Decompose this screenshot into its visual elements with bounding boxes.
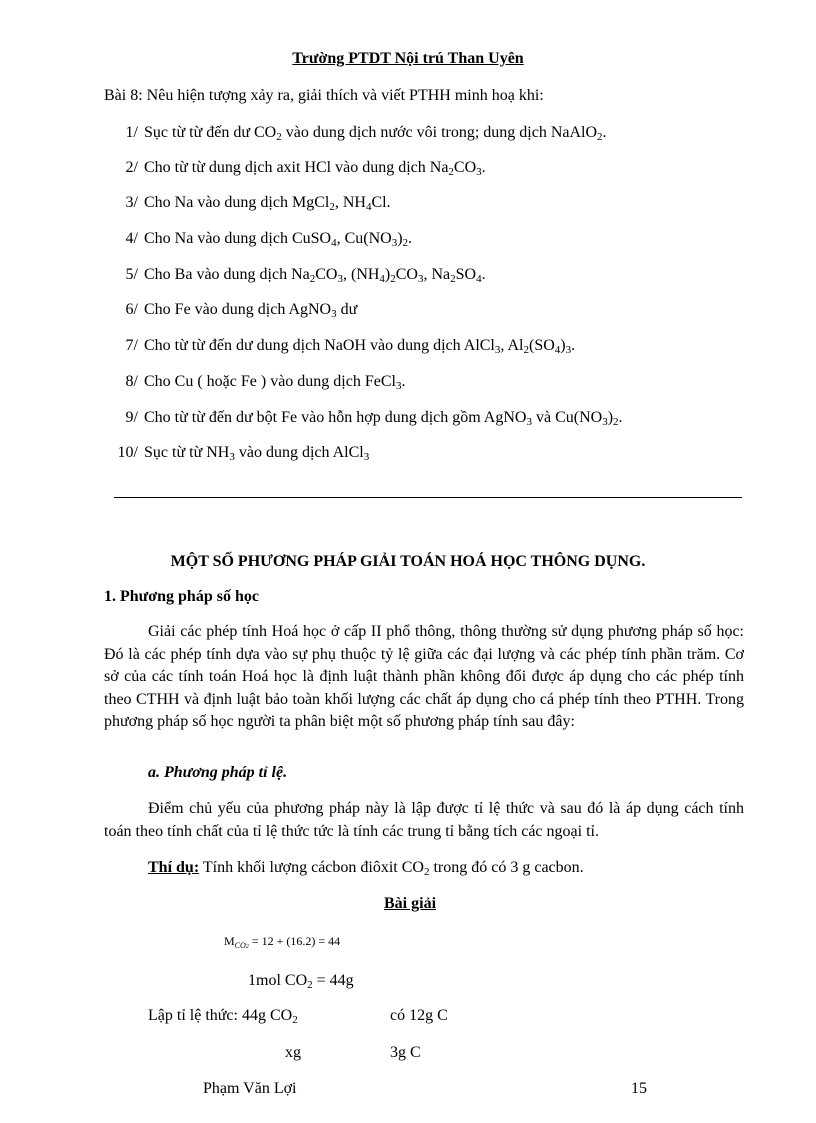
- method-a-title: a. Phương pháp tỉ lệ.: [148, 764, 288, 781]
- item-text: Cho từ từ đến dư dung dịch NaOH vào dung dịch AlCl: [144, 337, 495, 354]
- section-title: MỘT SỐ PHƯƠNG PHÁP GIẢI TOÁN HOÁ HỌC THÔNG DỤNG.: [170, 553, 646, 570]
- item-subscript: 3: [526, 416, 532, 428]
- item-subscript: 4: [331, 237, 337, 249]
- molar-mass-formula: $M_{CO2} = 12 + (16.2) = 44$: [224, 934, 341, 950]
- item-text: và Cu(NO: [531, 409, 603, 426]
- exercise-item: [104, 123, 607, 142]
- item-subscript: 4: [379, 273, 385, 285]
- item-subscript: 3: [494, 344, 501, 356]
- item-text: vào dung dịch nước vôi trong; dung dịch NaAlO: [281, 124, 598, 141]
- exercise-item: [104, 443, 369, 462]
- paragraph-proportion: [104, 798, 744, 843]
- item-subscript: 2: [450, 273, 456, 285]
- item-subscript: 4: [365, 201, 372, 213]
- divider: [114, 497, 742, 498]
- item-text: .: [602, 124, 607, 141]
- item-subscript: 3: [395, 380, 402, 392]
- item-text: , Al: [500, 337, 524, 354]
- ratio-x: xg: [285, 1044, 301, 1061]
- item-text: Cho Na vào dung dịch CuSO: [144, 230, 332, 247]
- item-subscript: 3: [602, 416, 608, 428]
- item-text: , Cu(NO: [336, 230, 392, 247]
- item-text: Sục từ từ NH: [144, 444, 230, 461]
- item-number: 5/: [125, 266, 138, 283]
- paragraph-arithmetic: [104, 621, 744, 734]
- item-text: ): [560, 337, 566, 354]
- item-subscript: 3: [229, 451, 235, 463]
- item-text: CO: [315, 266, 338, 283]
- exercise-item: [104, 300, 357, 319]
- exercise-item: [104, 372, 405, 391]
- item-subscript: 3: [476, 166, 482, 178]
- exercise-item: [104, 265, 486, 284]
- mol-equation: 1mol $CO_2 = 44g$: [248, 972, 354, 991]
- item-subscript: 2: [329, 201, 335, 213]
- item-text: Cho Fe vào dung dịch AgNO: [144, 301, 332, 318]
- item-text: , NH: [334, 194, 366, 211]
- ratio-right-2: 3g C: [390, 1044, 421, 1061]
- item-number: 2/: [125, 159, 138, 176]
- item-subscript: 2: [523, 344, 529, 356]
- item-subscript: 2: [309, 273, 316, 285]
- item-text: .: [618, 409, 623, 426]
- item-subscript: 2: [597, 131, 603, 143]
- item-text: .: [481, 159, 486, 176]
- item-subscript: 2: [448, 166, 454, 178]
- item-text: , Na: [423, 266, 451, 283]
- item-text: vào dung dịch AlCl: [234, 444, 364, 461]
- item-text: Cho Ba vào dung dịch Na: [144, 266, 310, 283]
- item-text: , (NH: [342, 266, 380, 283]
- item-text: ): [384, 266, 391, 283]
- item-text: Sục từ từ đến dư CO: [144, 124, 277, 141]
- page-number: 15: [631, 1080, 647, 1097]
- item-subscript: 3: [337, 273, 343, 285]
- item-text: Cl.: [371, 194, 391, 211]
- ratio-right-1: có 12g C: [390, 1007, 448, 1024]
- item-number: 1/: [125, 124, 138, 141]
- item-subscript: 3: [331, 308, 337, 320]
- solution-title: Bài giải: [384, 895, 437, 912]
- item-text: ): [607, 409, 614, 426]
- item-text: CO: [395, 266, 418, 283]
- paragraph-text: Điểm chủ yếu của phương pháp này là lập được tỉ lệ thức và sau đó là áp dụng cách tính toán theo tính chất của tỉ lệ thức tức là tính các trung tỉ bằng tích các ngoại tỉ.: [104, 800, 744, 840]
- item-text: .: [571, 337, 576, 354]
- example-text: Tính khối lượng cácbon điôxit CO: [199, 859, 424, 876]
- item-text: Cho Na vào dung dịch MgCl: [144, 194, 330, 211]
- paragraph-text: Giải các phép tính Hoá học ở cấp II phổ thông, thông thường sử dụng phương pháp số học: Đó là các phép tính dựa vào sự phụ thuộc tỷ lệ giữa các đại lượng và các phép tính phần trăm. Cơ sở của các tính toán Hoá học là định luật thành phần không đổi được áp dụng cho các phép tính theo CTHH và định luật bảo toàn khối lượng các chất áp dụng cho cá phép tính theo PTHH. Trong phương pháp số học người ta phân biệt một số phương pháp tính sau đây:: [104, 623, 744, 730]
- exercise-title: Bài 8: Nêu hiện tượng xảy ra, giải thích và viết PTHH minh hoạ khi:: [104, 87, 544, 104]
- item-text: dư: [336, 301, 358, 318]
- footer-author: Phạm Văn Lợi: [203, 1080, 297, 1097]
- section-subtitle: 1. Phương pháp số học: [104, 588, 259, 605]
- item-subscript: 2: [390, 273, 396, 285]
- item-text: (SO: [529, 337, 555, 354]
- exercise-item: [104, 229, 412, 248]
- item-text: .: [401, 373, 406, 390]
- item-number: 8/: [125, 373, 138, 390]
- example-label: Thí dụ:: [148, 859, 200, 876]
- item-subscript: 3: [565, 344, 572, 356]
- item-text: Cho từ từ đến dư bột Fe vào hỗn hợp dung dịch gồm AgNO: [144, 409, 527, 426]
- item-text: SO: [455, 266, 477, 283]
- item-number: 4/: [125, 230, 138, 247]
- exercise-item: [104, 336, 575, 355]
- item-number: 3/: [125, 194, 138, 211]
- item-text: .: [481, 266, 486, 283]
- exercise-item: [104, 408, 623, 427]
- item-text: Cho từ từ dung dịch axit HCl vào dung dịch Na: [144, 159, 449, 176]
- ratio-line-1: Lập tỉ lệ thức: 44g $CO_2$: [148, 1007, 298, 1026]
- item-subscript: 2: [613, 416, 619, 428]
- item-subscript: 3: [363, 451, 370, 463]
- item-number: 9/: [125, 409, 138, 426]
- item-subscript: 2: [402, 237, 409, 249]
- item-subscript: 3: [391, 237, 398, 249]
- item-subscript: 3: [417, 273, 424, 285]
- item-number: 7/: [125, 337, 138, 354]
- item-number: 6/: [125, 301, 138, 318]
- example-line: Thí dụ: Tính khối lượng cácbon điôxit $CO_2$ trong đó có 3 g cacbon.: [148, 859, 584, 878]
- item-text: Cho Cu ( hoặc Fe ) vào dung dịch FeCl: [144, 373, 396, 390]
- exercise-item: [104, 193, 391, 212]
- item-subscript: 4: [554, 344, 561, 356]
- item-subscript: 4: [476, 273, 482, 285]
- school-header: Trường PTDT Nội trú Than Uyên: [292, 50, 524, 67]
- item-subscript: 2: [276, 131, 282, 143]
- item-text: ): [397, 230, 403, 247]
- item-text: .: [408, 230, 413, 247]
- item-text: CO: [453, 159, 477, 176]
- exercise-item: [104, 158, 486, 177]
- item-number: 10/: [117, 444, 138, 461]
